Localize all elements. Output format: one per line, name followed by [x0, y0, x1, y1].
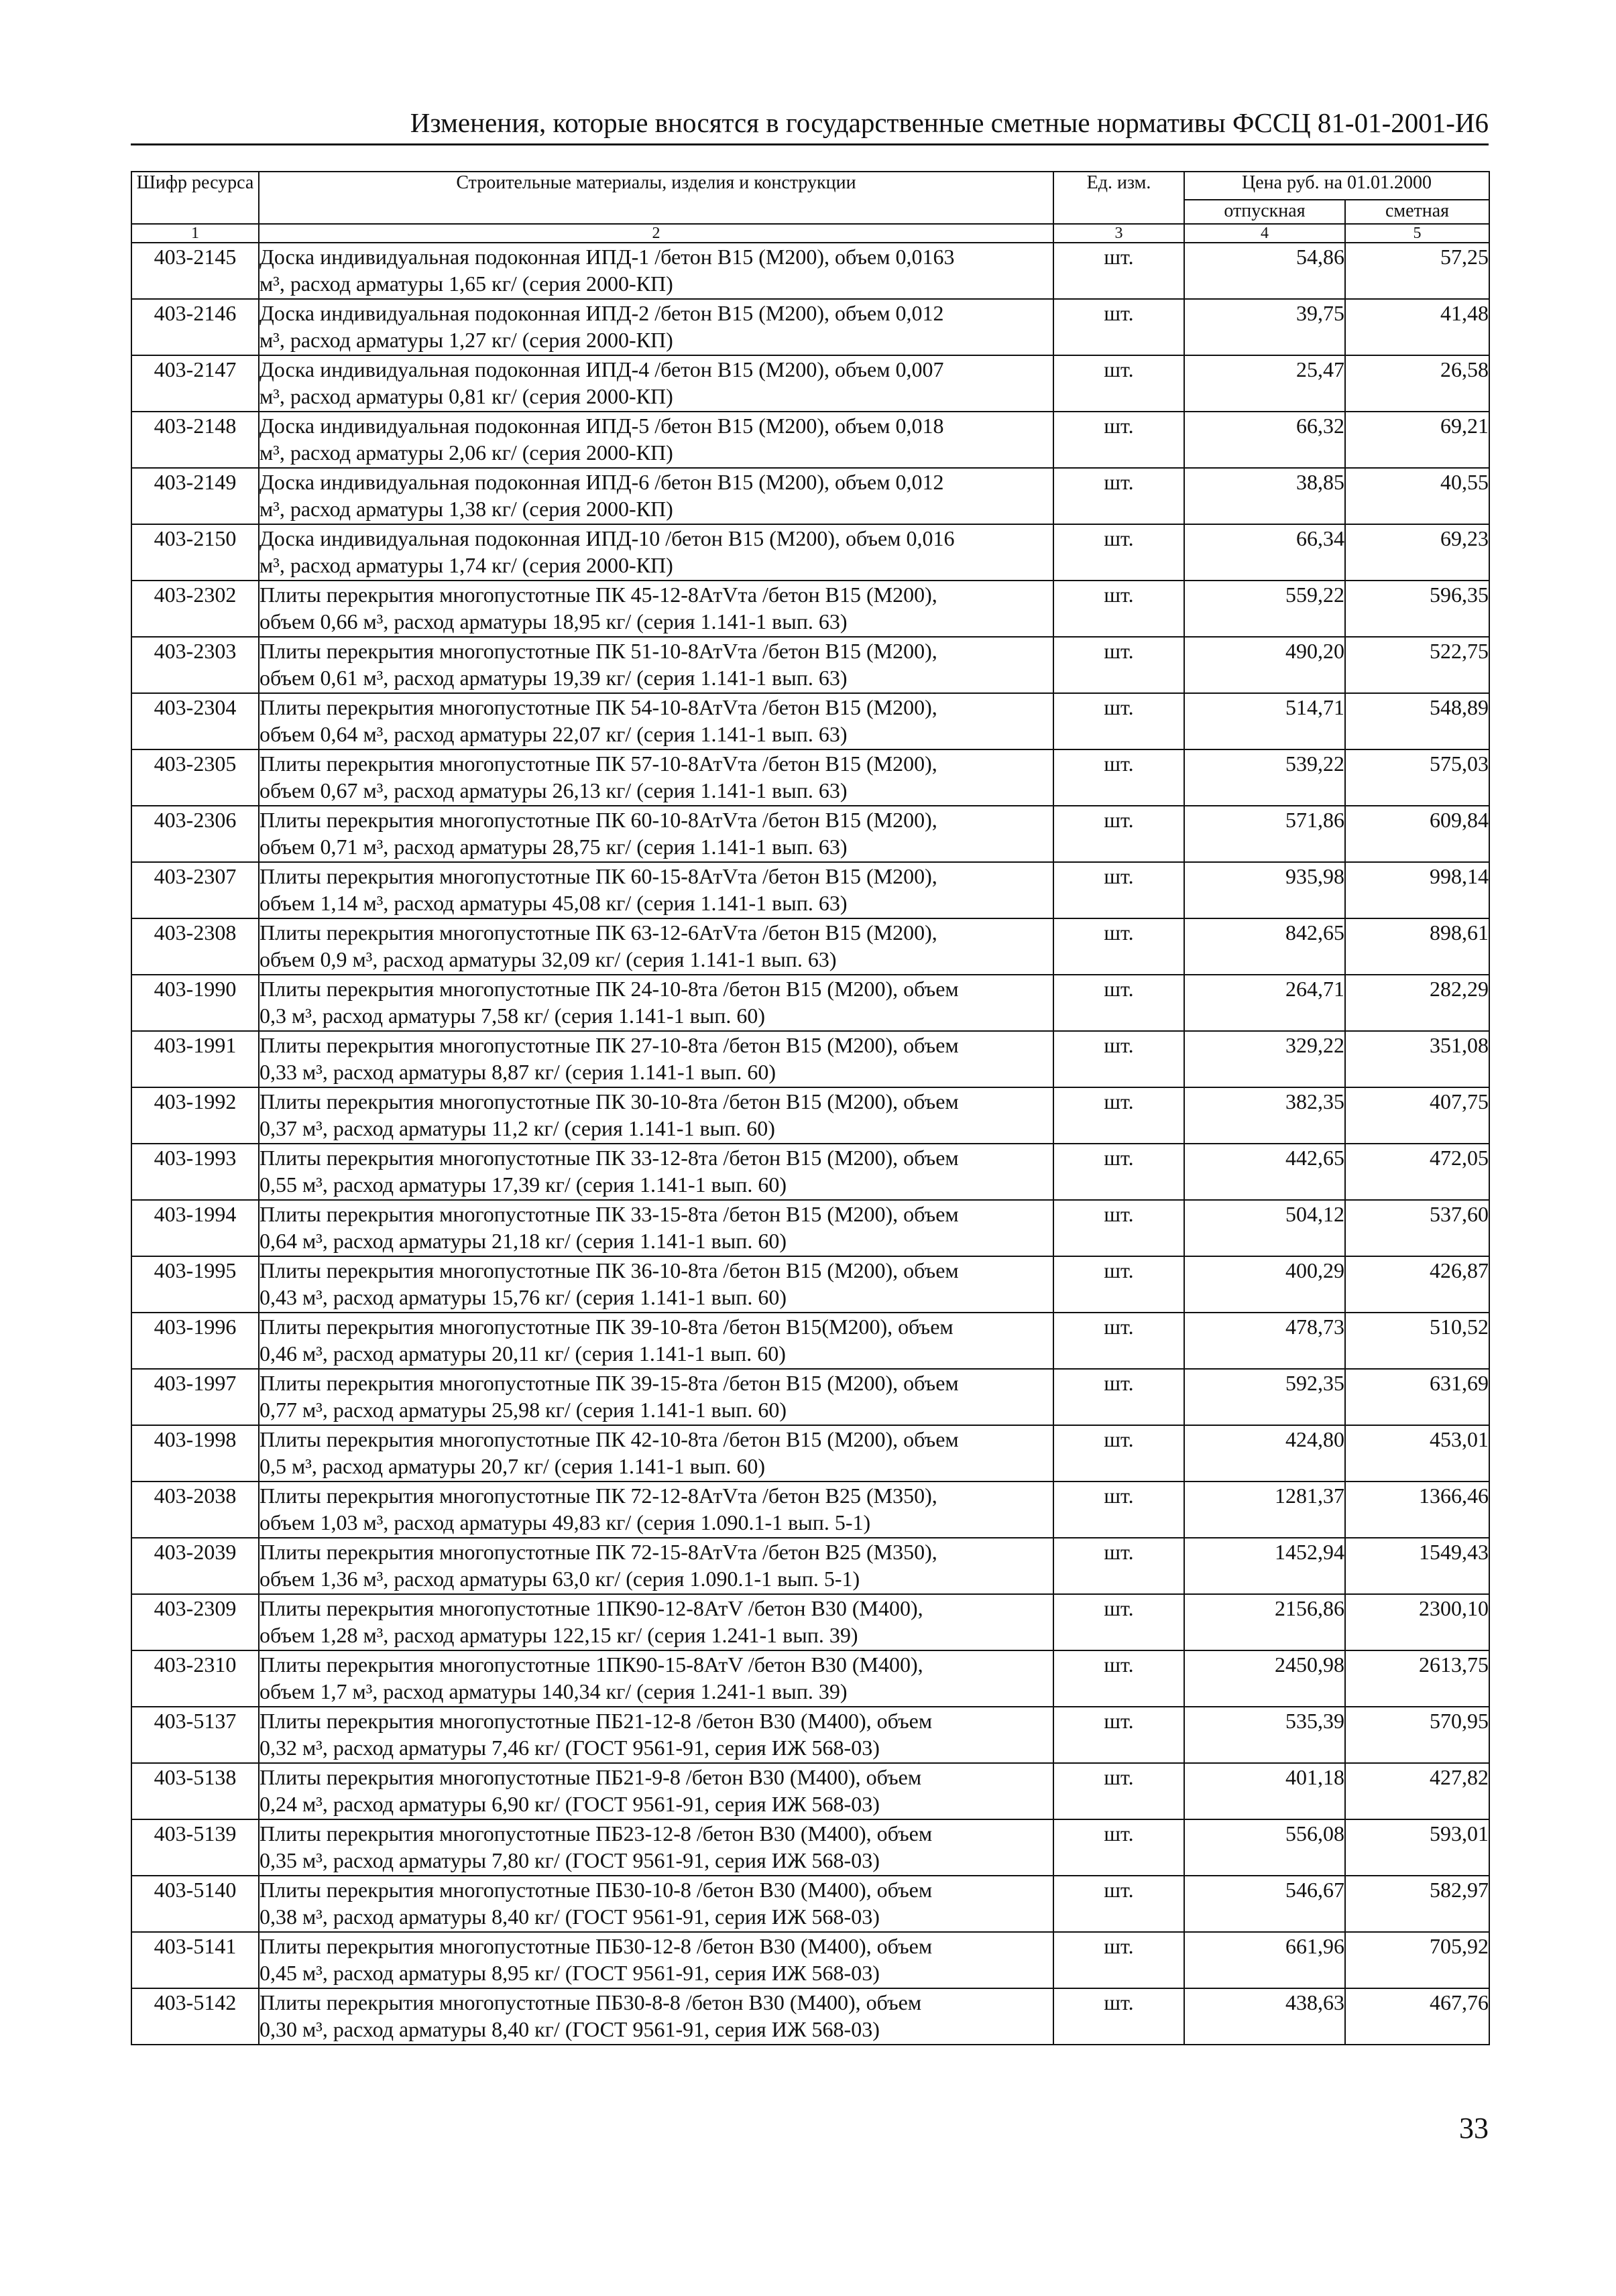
table-row	[131, 862, 1489, 918]
estimate-price: 40,55	[1345, 468, 1489, 524]
unit-of-measure: шт.	[1053, 1144, 1184, 1200]
description-line: Плиты перекрытия многопустотные 1ПК90-12-8АтV /бетон В30 (М400),	[259, 1596, 923, 1620]
release-price: 39,75	[1184, 299, 1345, 355]
release-price: 382,35	[1184, 1087, 1345, 1144]
table-row	[131, 1988, 1489, 2045]
release-price: 571,86	[1184, 806, 1345, 862]
description-line: Плиты перекрытия многопустотные ПБ23-12-8 /бетон В30 (М400), объем	[259, 1821, 933, 1846]
unit-of-measure: шт.	[1053, 1876, 1184, 1932]
description-line: Плиты перекрытия многопустотные ПК 42-10-8та /бетон В15 (М200), объем	[259, 1427, 959, 1451]
material-description	[259, 1538, 1053, 1594]
description-line: 0,33 м³, расход арматуры 8,87 кг/ (серия 1.141-1 вып. 60)	[259, 1060, 776, 1084]
material-description	[259, 1876, 1053, 1932]
release-price: 66,32	[1184, 412, 1345, 468]
resource-code: 403-1990	[131, 975, 259, 1031]
table-row	[131, 1482, 1489, 1538]
material-description	[259, 524, 1053, 581]
table-row	[131, 1763, 1489, 1819]
unit-of-measure: шт.	[1053, 637, 1184, 693]
description-line: 0,45 м³, расход арматуры 8,95 кг/ (ГОСТ 9561-91, серия ИЖ 568-03)	[259, 1961, 880, 1985]
resource-code: 403-2147	[131, 355, 259, 412]
resource-code: 403-2038	[131, 1482, 259, 1538]
estimate-price: 575,03	[1345, 749, 1489, 806]
material-description	[259, 468, 1053, 524]
material-description	[259, 1256, 1053, 1313]
description-line: 0,24 м³, расход арматуры 6,90 кг/ (ГОСТ 9561-91, серия ИЖ 568-03)	[259, 1792, 880, 1816]
description-line: м³, расход арматуры 1,65 кг/ (серия 2000-КП)	[259, 271, 673, 296]
estimate-price: 282,29	[1345, 975, 1489, 1031]
description-line: Плиты перекрытия многопустотные ПК 60-10-8АтVта /бетон В15 (М200),	[259, 808, 937, 832]
column-number: 1	[131, 224, 259, 243]
description-line: м³, расход арматуры 0,81 кг/ (серия 2000-КП)	[259, 384, 673, 408]
release-price: 842,65	[1184, 918, 1345, 975]
estimate-price: 1366,46	[1345, 1482, 1489, 1538]
description-line: Плиты перекрытия многопустотные ПБ21-12-8 /бетон В30 (М400), объем	[259, 1709, 933, 1733]
resource-code: 403-2148	[131, 412, 259, 468]
description-line: 0,5 м³, расход арматуры 20,7 кг/ (серия 1.141-1 вып. 60)	[259, 1454, 766, 1478]
release-price: 1452,94	[1184, 1538, 1345, 1594]
description-line: Плиты перекрытия многопустотные ПК 24-10-8та /бетон В15 (М200), объем	[259, 977, 959, 1001]
release-price: 54,86	[1184, 243, 1345, 299]
table-row	[131, 1200, 1489, 1256]
description-line: 0,64 м³, расход арматуры 21,18 кг/ (серия 1.141-1 вып. 60)	[259, 1229, 787, 1253]
description-line: Плиты перекрытия многопустотные ПК 33-15-8та /бетон В15 (М200), объем	[259, 1202, 959, 1226]
unit-of-measure: шт.	[1053, 1087, 1184, 1144]
description-line: объем 1,28 м³, расход арматуры 122,15 кг/ (серия 1.241-1 вып. 39)	[259, 1623, 858, 1647]
description-line: Плиты перекрытия многопустотные ПК 54-10-8АтVта /бетон В15 (М200),	[259, 695, 937, 719]
description-line: Плиты перекрытия многопустотные ПК 60-15-8АтVта /бетон В15 (М200),	[259, 864, 937, 888]
estimate-price: 26,58	[1345, 355, 1489, 412]
material-description	[259, 1482, 1053, 1538]
resource-code: 403-2310	[131, 1650, 259, 1707]
resource-code: 403-5137	[131, 1707, 259, 1763]
estimate-price: 596,35	[1345, 581, 1489, 637]
estimate-price: 1549,43	[1345, 1538, 1489, 1594]
unit-of-measure: шт.	[1053, 749, 1184, 806]
estimate-price: 41,48	[1345, 299, 1489, 355]
material-description	[259, 299, 1053, 355]
material-description	[259, 1313, 1053, 1369]
description-line: объем 0,9 м³, расход арматуры 32,09 кг/ (серия 1.141-1 вып. 63)	[259, 947, 837, 971]
estimate-price: 609,84	[1345, 806, 1489, 862]
table-row	[131, 1650, 1489, 1707]
column-number: 3	[1053, 224, 1184, 243]
description-line: объем 0,61 м³, расход арматуры 19,39 кг/ (серия 1.141-1 вып. 63)	[259, 666, 848, 690]
material-description	[259, 581, 1053, 637]
table-row	[131, 355, 1489, 412]
resource-code: 403-1996	[131, 1313, 259, 1369]
estimate-price: 548,89	[1345, 693, 1489, 749]
description-line: объем 1,14 м³, расход арматуры 45,08 кг/ (серия 1.141-1 вып. 63)	[259, 891, 848, 915]
column-number: 5	[1345, 224, 1489, 243]
unit-of-measure: шт.	[1053, 1988, 1184, 2045]
description-line: Плиты перекрытия многопустотные ПК 72-15-8АтVта /бетон В25 (М350),	[259, 1540, 937, 1564]
description-line: Доска индивидуальная подоконная ИПД-1 /бетон В15 (М200), объем 0,0163	[259, 245, 955, 269]
resource-code: 403-2150	[131, 524, 259, 581]
material-description	[259, 1763, 1053, 1819]
material-description	[259, 1144, 1053, 1200]
estimate-price: 593,01	[1345, 1819, 1489, 1876]
material-description	[259, 1819, 1053, 1876]
resource-code: 403-5141	[131, 1932, 259, 1988]
resource-code: 403-1997	[131, 1369, 259, 1425]
estimate-price: 631,69	[1345, 1369, 1489, 1425]
material-description	[259, 1932, 1053, 1988]
resource-code: 403-1994	[131, 1200, 259, 1256]
material-description	[259, 693, 1053, 749]
release-price: 424,80	[1184, 1425, 1345, 1482]
table-row	[131, 1087, 1489, 1144]
unit-of-measure: шт.	[1053, 1200, 1184, 1256]
estimate-price: 705,92	[1345, 1932, 1489, 1988]
material-description	[259, 862, 1053, 918]
table-row	[131, 1144, 1489, 1200]
description-line: Плиты перекрытия многопустотные ПК 27-10-8та /бетон В15 (М200), объем	[259, 1033, 959, 1057]
material-description	[259, 243, 1053, 299]
resource-code: 403-2146	[131, 299, 259, 355]
table-row	[131, 243, 1489, 299]
estimate-price: 427,82	[1345, 1763, 1489, 1819]
resource-code: 403-5138	[131, 1763, 259, 1819]
description-line: Плиты перекрытия многопустотные 1ПК90-15-8АтV /бетон В30 (М400),	[259, 1652, 923, 1677]
table-row	[131, 749, 1489, 806]
material-description	[259, 749, 1053, 806]
unit-of-measure: шт.	[1053, 806, 1184, 862]
description-line: Плиты перекрытия многопустотные ПБ30-12-8 /бетон В30 (М400), объем	[259, 1934, 933, 1958]
description-line: 0,3 м³, расход арматуры 7,58 кг/ (серия 1.141-1 вып. 60)	[259, 1004, 766, 1028]
description-line: 0,37 м³, расход арматуры 11,2 кг/ (серия 1.141-1 вып. 60)	[259, 1116, 775, 1140]
unit-of-measure: шт.	[1053, 1313, 1184, 1369]
header-release-price: отпускная	[1184, 200, 1345, 224]
description-line: 0,43 м³, расход арматуры 15,76 кг/ (серия 1.141-1 вып. 60)	[259, 1285, 787, 1309]
release-price: 556,08	[1184, 1819, 1345, 1876]
table-row	[131, 1256, 1489, 1313]
estimate-price: 69,23	[1345, 524, 1489, 581]
resource-code: 403-2309	[131, 1594, 259, 1650]
estimate-price: 453,01	[1345, 1425, 1489, 1482]
unit-of-measure: шт.	[1053, 1256, 1184, 1313]
header-name: Строительные материалы, изделия и конструкции	[259, 172, 1053, 224]
resource-code: 403-2308	[131, 918, 259, 975]
table-row	[131, 412, 1489, 468]
resource-code: 403-2302	[131, 581, 259, 637]
description-line: Доска индивидуальная подоконная ИПД-10 /бетон В15 (М200), объем 0,016	[259, 526, 955, 550]
estimate-price: 898,61	[1345, 918, 1489, 975]
table-row	[131, 581, 1489, 637]
unit-of-measure: шт.	[1053, 1932, 1184, 1988]
table-row	[131, 637, 1489, 693]
material-description	[259, 1650, 1053, 1707]
resource-code: 403-2305	[131, 749, 259, 806]
description-line: м³, расход арматуры 1,27 кг/ (серия 2000-КП)	[259, 328, 673, 352]
release-price: 401,18	[1184, 1763, 1345, 1819]
unit-of-measure: шт.	[1053, 975, 1184, 1031]
table-row	[131, 975, 1489, 1031]
release-price: 1281,37	[1184, 1482, 1345, 1538]
estimate-price: 2300,10	[1345, 1594, 1489, 1650]
description-line: объем 0,66 м³, расход арматуры 18,95 кг/ (серия 1.141-1 вып. 63)	[259, 609, 848, 633]
release-price: 400,29	[1184, 1256, 1345, 1313]
table-row	[131, 299, 1489, 355]
resource-code: 403-1992	[131, 1087, 259, 1144]
material-description	[259, 1369, 1053, 1425]
release-price: 478,73	[1184, 1313, 1345, 1369]
unit-of-measure: шт.	[1053, 862, 1184, 918]
description-line: Плиты перекрытия многопустотные ПК 45-12-8АтVта /бетон В15 (М200),	[259, 583, 937, 607]
unit-of-measure: шт.	[1053, 468, 1184, 524]
table-row	[131, 1313, 1489, 1369]
estimate-price: 426,87	[1345, 1256, 1489, 1313]
release-price: 329,22	[1184, 1031, 1345, 1087]
resource-code: 403-1995	[131, 1256, 259, 1313]
resource-price-table	[131, 171, 1490, 2045]
resource-code: 403-2306	[131, 806, 259, 862]
estimate-price: 351,08	[1345, 1031, 1489, 1087]
material-description	[259, 1200, 1053, 1256]
resource-code: 403-5140	[131, 1876, 259, 1932]
description-line: объем 1,03 м³, расход арматуры 49,83 кг/ (серия 1.090.1-1 вып. 5-1)	[259, 1510, 871, 1534]
release-price: 442,65	[1184, 1144, 1345, 1200]
release-price: 592,35	[1184, 1369, 1345, 1425]
unit-of-measure: шт.	[1053, 1819, 1184, 1876]
material-description	[259, 1087, 1053, 1144]
description-line: Плиты перекрытия многопустотные ПК 63-12-6АтVта /бетон В15 (М200),	[259, 920, 937, 945]
description-line: Плиты перекрытия многопустотные ПК 33-12-8та /бетон В15 (М200), объем	[259, 1146, 959, 1170]
resource-code: 403-2039	[131, 1538, 259, 1594]
description-line: Доска индивидуальная подоконная ИПД-4 /бетон В15 (М200), объем 0,007	[259, 357, 944, 381]
table-row	[131, 1425, 1489, 1482]
description-line: Плиты перекрытия многопустотные ПК 57-10-8АтVта /бетон В15 (М200),	[259, 751, 937, 776]
description-line: Плиты перекрытия многопустотные ПК 39-15-8та /бетон В15 (М200), объем	[259, 1371, 959, 1395]
unit-of-measure: шт.	[1053, 1763, 1184, 1819]
estimate-price: 510,52	[1345, 1313, 1489, 1369]
material-description	[259, 1031, 1053, 1087]
description-line: Плиты перекрытия многопустотные ПК 72-12-8АтVта /бетон В25 (М350),	[259, 1484, 937, 1508]
description-line: Плиты перекрытия многопустотные ПБ30-8-8 /бетон В30 (М400), объем	[259, 1990, 922, 2014]
estimate-price: 472,05	[1345, 1144, 1489, 1200]
description-line: 0,77 м³, расход арматуры 25,98 кг/ (серия 1.141-1 вып. 60)	[259, 1398, 787, 1422]
unit-of-measure: шт.	[1053, 581, 1184, 637]
page-number: 33	[1459, 2112, 1489, 2144]
description-line: 0,32 м³, расход арматуры 7,46 кг/ (ГОСТ 9561-91, серия ИЖ 568-03)	[259, 1736, 880, 1760]
description-line: 0,55 м³, расход арматуры 17,39 кг/ (серия 1.141-1 вып. 60)	[259, 1172, 787, 1197]
material-description	[259, 637, 1053, 693]
estimate-price: 537,60	[1345, 1200, 1489, 1256]
resource-code: 403-2304	[131, 693, 259, 749]
release-price: 535,39	[1184, 1707, 1345, 1763]
description-line: м³, расход арматуры 1,38 кг/ (серия 2000-КП)	[259, 497, 673, 521]
unit-of-measure: шт.	[1053, 1594, 1184, 1650]
description-line: 0,30 м³, расход арматуры 8,40 кг/ (ГОСТ 9561-91, серия ИЖ 568-03)	[259, 2017, 880, 2041]
unit-of-measure: шт.	[1053, 524, 1184, 581]
header-price: Цена руб. на 01.01.2000	[1184, 172, 1489, 200]
resource-code: 403-2307	[131, 862, 259, 918]
unit-of-measure: шт.	[1053, 243, 1184, 299]
release-price: 504,12	[1184, 1200, 1345, 1256]
estimate-price: 998,14	[1345, 862, 1489, 918]
release-price: 514,71	[1184, 693, 1345, 749]
unit-of-measure: шт.	[1053, 1707, 1184, 1763]
table-row	[131, 524, 1489, 581]
page-header: Изменения, которые вносятся в государственные сметные нормативы ФССЦ 81-01-2001-И6	[131, 107, 1489, 145]
estimate-price: 69,21	[1345, 412, 1489, 468]
column-number: 2	[259, 224, 1053, 243]
release-price: 2450,98	[1184, 1650, 1345, 1707]
estimate-price: 522,75	[1345, 637, 1489, 693]
description-line: Плиты перекрытия многопустотные ПК 30-10-8та /бетон В15 (М200), объем	[259, 1089, 959, 1113]
table-row	[131, 1369, 1489, 1425]
unit-of-measure: шт.	[1053, 918, 1184, 975]
header-estimate-price: сметная	[1345, 200, 1489, 224]
description-line: Плиты перекрытия многопустотные ПК 51-10-8АтVта /бетон В15 (М200),	[259, 639, 937, 663]
description-line: Плиты перекрытия многопустотные ПБ30-10-8 /бетон В30 (М400), объем	[259, 1878, 933, 1902]
unit-of-measure: шт.	[1053, 1031, 1184, 1087]
description-line: Плиты перекрытия многопустотные ПК 36-10-8та /бетон В15 (М200), объем	[259, 1258, 959, 1282]
release-price: 559,22	[1184, 581, 1345, 637]
release-price: 66,34	[1184, 524, 1345, 581]
unit-of-measure: шт.	[1053, 1369, 1184, 1425]
description-line: 0,38 м³, расход арматуры 8,40 кг/ (ГОСТ 9561-91, серия ИЖ 568-03)	[259, 1905, 880, 1929]
release-price: 264,71	[1184, 975, 1345, 1031]
release-price: 539,22	[1184, 749, 1345, 806]
description-line: Плиты перекрытия многопустотные ПК 39-10-8та /бетон В15(М200), объем	[259, 1315, 954, 1339]
release-price: 2156,86	[1184, 1594, 1345, 1650]
resource-code: 403-2145	[131, 243, 259, 299]
description-line: м³, расход арматуры 1,74 кг/ (серия 2000-КП)	[259, 553, 673, 577]
table-row	[131, 468, 1489, 524]
estimate-price: 2613,75	[1345, 1650, 1489, 1707]
material-description	[259, 1425, 1053, 1482]
description-line: объем 0,64 м³, расход арматуры 22,07 кг/ (серия 1.141-1 вып. 63)	[259, 722, 848, 746]
description-line: 0,35 м³, расход арматуры 7,80 кг/ (ГОСТ 9561-91, серия ИЖ 568-03)	[259, 1848, 880, 1872]
release-price: 38,85	[1184, 468, 1345, 524]
material-description	[259, 918, 1053, 975]
estimate-price: 57,25	[1345, 243, 1489, 299]
estimate-price: 570,95	[1345, 1707, 1489, 1763]
material-description	[259, 975, 1053, 1031]
material-description	[259, 412, 1053, 468]
material-description	[259, 806, 1053, 862]
description-line: объем 1,36 м³, расход арматуры 63,0 кг/ (серия 1.090.1-1 вып. 5-1)	[259, 1567, 860, 1591]
material-description	[259, 1988, 1053, 2045]
resource-code: 403-5142	[131, 1988, 259, 2045]
resource-code: 403-1998	[131, 1425, 259, 1482]
description-line: м³, расход арматуры 2,06 кг/ (серия 2000-КП)	[259, 440, 673, 465]
table-row	[131, 1876, 1489, 1932]
material-description	[259, 1707, 1053, 1763]
unit-of-measure: шт.	[1053, 1425, 1184, 1482]
description-line: объем 0,67 м³, расход арматуры 26,13 кг/ (серия 1.141-1 вып. 63)	[259, 778, 848, 802]
release-price: 661,96	[1184, 1932, 1345, 1988]
release-price: 490,20	[1184, 637, 1345, 693]
resource-code: 403-2149	[131, 468, 259, 524]
unit-of-measure: шт.	[1053, 299, 1184, 355]
unit-of-measure: шт.	[1053, 412, 1184, 468]
resource-code: 403-1993	[131, 1144, 259, 1200]
estimate-price: 582,97	[1345, 1876, 1489, 1932]
table-row	[131, 1707, 1489, 1763]
description-line: объем 0,71 м³, расход арматуры 28,75 кг/ (серия 1.141-1 вып. 63)	[259, 835, 848, 859]
column-number: 4	[1184, 224, 1345, 243]
description-line: 0,46 м³, расход арматуры 20,11 кг/ (серия 1.141-1 вып. 60)	[259, 1341, 786, 1366]
unit-of-measure: шт.	[1053, 1650, 1184, 1707]
header-unit: Ед. изм.	[1053, 172, 1184, 224]
table-row	[131, 918, 1489, 975]
unit-of-measure: шт.	[1053, 1482, 1184, 1538]
table-row	[131, 1594, 1489, 1650]
table-row	[131, 1932, 1489, 1988]
release-price: 546,67	[1184, 1876, 1345, 1932]
resource-code: 403-2303	[131, 637, 259, 693]
description-line: Доска индивидуальная подоконная ИПД-5 /бетон В15 (М200), объем 0,018	[259, 414, 944, 438]
unit-of-measure: шт.	[1053, 693, 1184, 749]
release-price: 25,47	[1184, 355, 1345, 412]
unit-of-measure: шт.	[1053, 355, 1184, 412]
table-row	[131, 1538, 1489, 1594]
header-code: Шифр ресурса	[131, 172, 259, 224]
table-body	[131, 243, 1489, 2045]
estimate-price: 407,75	[1345, 1087, 1489, 1144]
material-description	[259, 1594, 1053, 1650]
material-description	[259, 355, 1053, 412]
table-row	[131, 806, 1489, 862]
table-row	[131, 1031, 1489, 1087]
unit-of-measure: шт.	[1053, 1538, 1184, 1594]
resource-code: 403-5139	[131, 1819, 259, 1876]
release-price: 438,63	[1184, 1988, 1345, 2045]
description-line: Доска индивидуальная подоконная ИПД-2 /бетон В15 (М200), объем 0,012	[259, 301, 944, 325]
table-row	[131, 693, 1489, 749]
table-row	[131, 1819, 1489, 1876]
estimate-price: 467,76	[1345, 1988, 1489, 2045]
release-price: 935,98	[1184, 862, 1345, 918]
resource-code: 403-1991	[131, 1031, 259, 1087]
description-line: Доска индивидуальная подоконная ИПД-6 /бетон В15 (М200), объем 0,012	[259, 470, 944, 494]
description-line: Плиты перекрытия многопустотные ПБ21-9-8 /бетон В30 (М400), объем	[259, 1765, 922, 1789]
description-line: объем 1,7 м³, расход арматуры 140,34 кг/ (серия 1.241-1 вып. 39)	[259, 1679, 848, 1703]
